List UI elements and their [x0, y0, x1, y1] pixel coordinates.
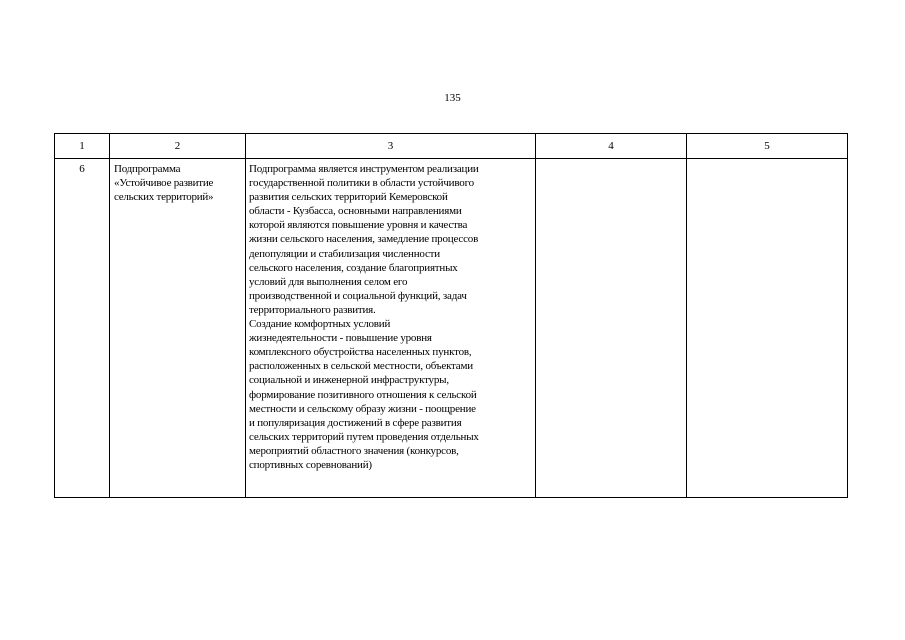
description-line: местности и сельскому образу жизни - поощрение: [249, 402, 476, 415]
description-line: комплексного обустройства населенных пунктов,: [249, 346, 472, 359]
description-line: формирование позитивного отношения к сельской: [249, 388, 477, 401]
column-header-4: 4: [536, 134, 687, 159]
column-5-cell: [687, 159, 848, 498]
description-line: жизни сельского населения, замедление процессов: [249, 233, 479, 246]
description-line: мероприятий областного значения (конкурсов,: [249, 444, 459, 457]
description-line: расположенных в сельской местности, объектами: [249, 360, 473, 373]
page-number: 135: [444, 92, 461, 104]
description-line: Создание комфортных условий: [249, 318, 391, 331]
description-line: государственной политики в области устойчивого: [249, 177, 474, 190]
description-line: сельских территорий путем проведения отдельных: [249, 430, 479, 443]
subprogram-description-cell: [246, 159, 536, 498]
description-line: и популяризация достижений в сфере развития: [249, 416, 462, 429]
description-line: Подпрограмма является инструментом реализации: [249, 163, 479, 175]
description-line: которой являются повышение уровня и качества: [249, 219, 468, 232]
description-line: области - Кузбасса, основными направлениями: [249, 205, 462, 218]
column-header-1: 1: [55, 134, 110, 159]
program-table: [54, 133, 848, 498]
description-line: депопуляции и стабилизация численности: [249, 247, 440, 260]
column-header-3: 3: [246, 134, 536, 159]
column-header-2: 2: [110, 134, 246, 159]
description-line: спортивных соревнований): [249, 458, 372, 471]
subprogram-name-cell: [110, 159, 246, 498]
column-4-cell: [536, 159, 687, 498]
description-line: условий для выполнения селом его: [249, 275, 408, 288]
column-header-5: 5: [687, 134, 848, 159]
row-number-cell: 6: [55, 159, 110, 498]
description-line: жизнедеятельности - повышение уровня: [249, 332, 432, 345]
description-line: социальной и инженерной инфраструктуры,: [249, 374, 449, 387]
table-header-row: [55, 134, 848, 159]
subprogram-name-line: Подпрограмма: [114, 163, 181, 175]
description-line: производственной и социальной функций, задач: [249, 289, 467, 302]
subprogram-name-line: сельских территорий»: [114, 191, 214, 204]
description-line: территориального развития.: [249, 303, 376, 316]
description-line: сельского населения, создание благоприятных: [249, 261, 458, 274]
table-row: [55, 159, 848, 498]
subprogram-name-line: «Устойчивое развитие: [114, 177, 214, 190]
description-line: развития сельских территорий Кемеровской: [249, 191, 448, 204]
